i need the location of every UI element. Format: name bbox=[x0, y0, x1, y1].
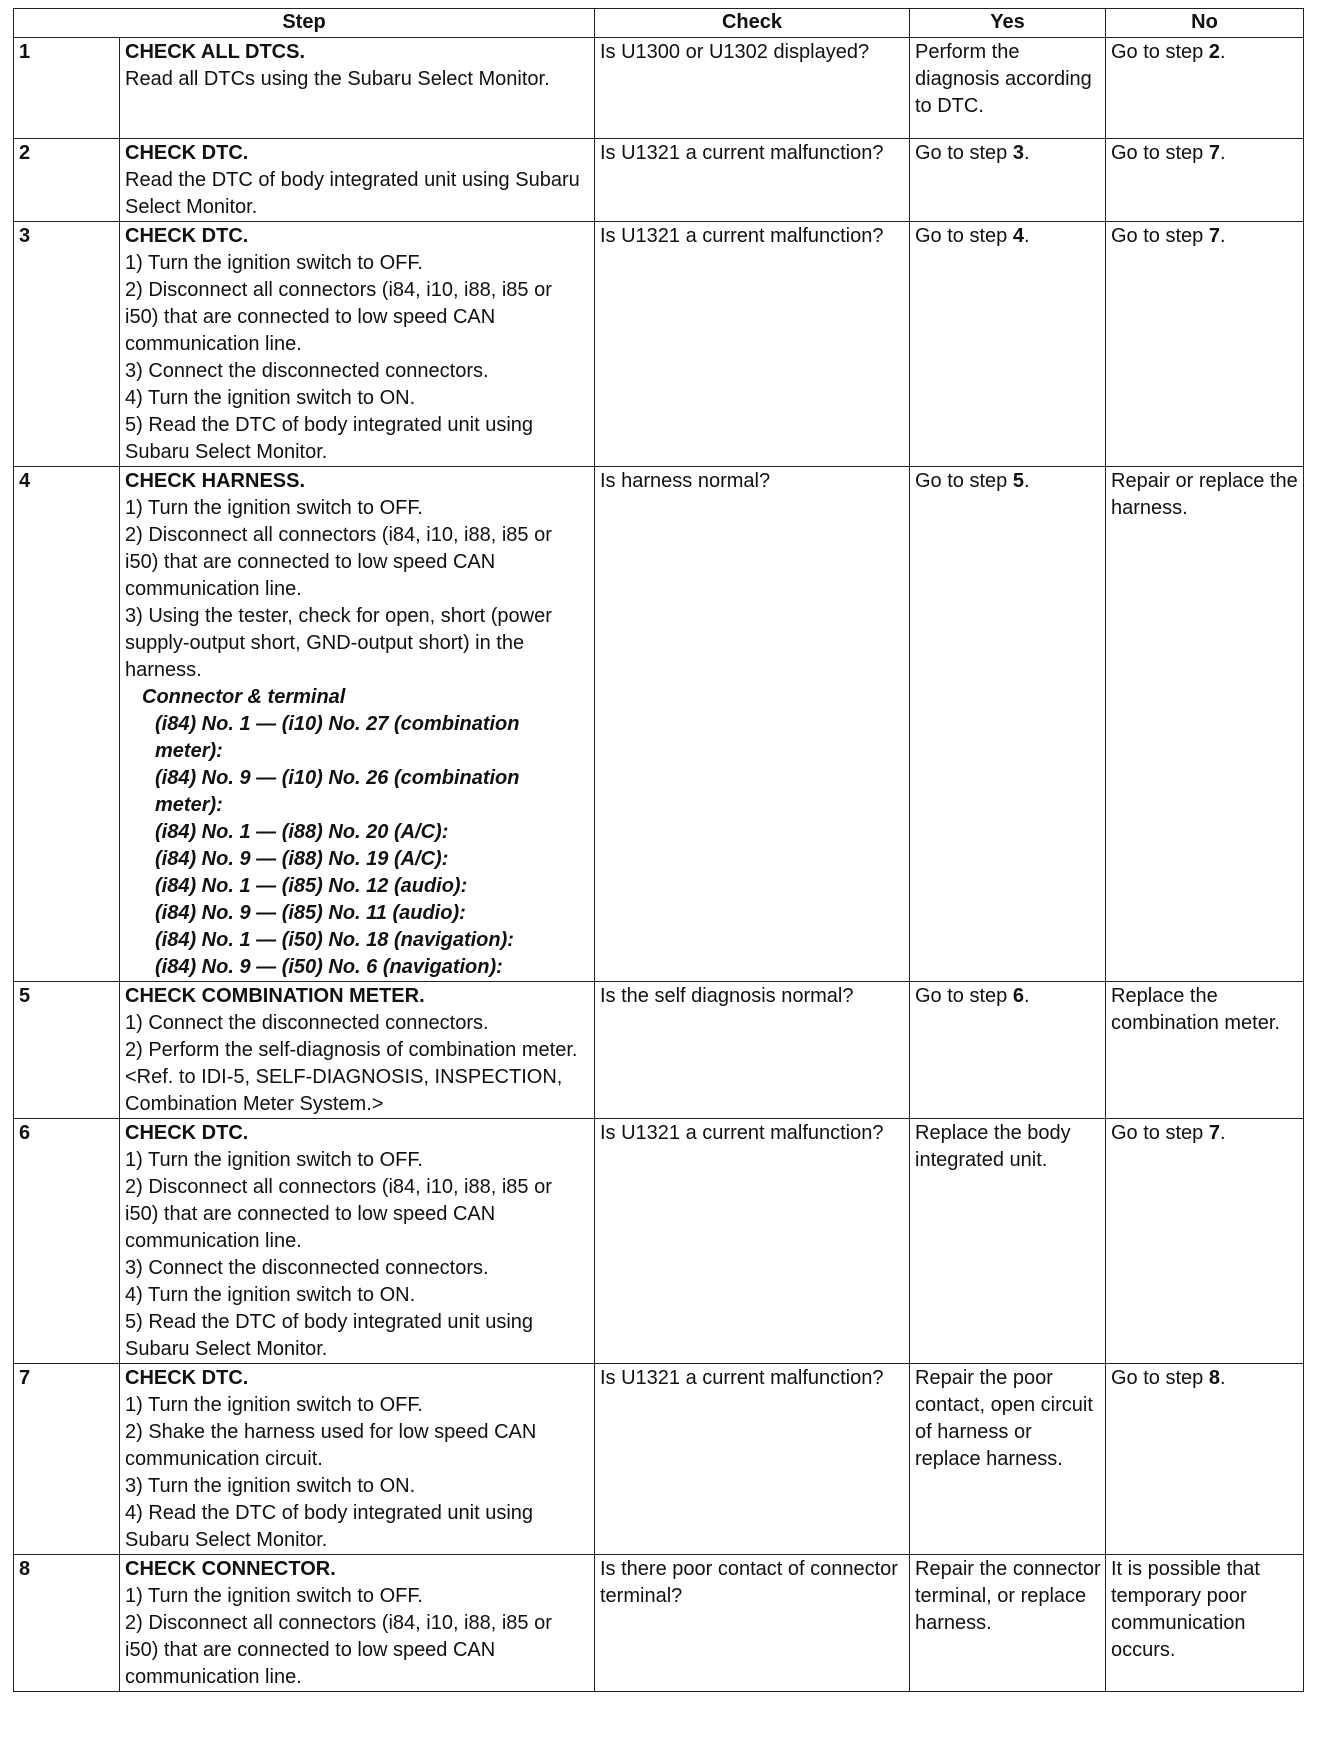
step-reference: 8 bbox=[1208, 1367, 1220, 1389]
step-instruction: 3) Turn the ignition switch to ON. bbox=[125, 1475, 416, 1497]
table-row bbox=[14, 467, 1304, 982]
header-yes: Yes bbox=[910, 9, 1106, 38]
yes-action-text: Go to step bbox=[915, 470, 1013, 492]
step-instruction: 3) Connect the disconnected connectors. bbox=[125, 1257, 489, 1279]
step-instruction: 1) Connect the disconnected connectors. bbox=[125, 1012, 489, 1034]
yes-action bbox=[910, 38, 1106, 139]
step-instruction: 3) Connect the disconnected connectors. bbox=[125, 360, 489, 382]
yes-action-suffix: . bbox=[1023, 142, 1030, 164]
step-instruction: Read all DTCs using the Subaru Select Monitor. bbox=[125, 68, 550, 90]
no-action-suffix: . bbox=[1219, 225, 1226, 247]
step-instruction: 5) Read the DTC of body integrated unit using Subaru Select Monitor. bbox=[125, 1311, 534, 1360]
connector-terminal-pair: (i84) No. 9 — (i88) No. 19 (A/C): bbox=[155, 848, 449, 870]
step-instruction: 5) Read the DTC of body integrated unit using Subaru Select Monitor. bbox=[125, 414, 534, 463]
no-action-text: Replace the combination meter. bbox=[1111, 985, 1280, 1034]
connector-terminal-pair: (i84) No. 1 — (i10) No. 27 (combination meter): bbox=[155, 713, 520, 762]
no-action-text: Go to step bbox=[1111, 142, 1209, 164]
no-action bbox=[1106, 1119, 1304, 1364]
step-instruction: 3) Using the tester, check for open, short (power supply-output short, GND-output short) in the harness. bbox=[125, 605, 552, 681]
step-instruction: 2) Disconnect all connectors (i84, i10, i88, i85 or i50) that are connected to low speed CAN communication line. bbox=[125, 524, 552, 600]
step-title: CHECK DTC. bbox=[125, 225, 249, 247]
step-number: 3 bbox=[14, 222, 120, 467]
step-instruction: Read the DTC of body integrated unit using Subaru Select Monitor. bbox=[125, 169, 580, 218]
table-body bbox=[14, 38, 1304, 1692]
check-question: Is there poor contact of connector terminal? bbox=[595, 1555, 910, 1692]
no-action bbox=[1106, 467, 1304, 982]
table-row bbox=[14, 222, 1304, 467]
check-question: Is the self diagnosis normal? bbox=[595, 982, 910, 1119]
step-description bbox=[120, 1364, 595, 1555]
step-instruction: 4) Turn the ignition switch to ON. bbox=[125, 1284, 416, 1306]
step-instruction: 1) Turn the ignition switch to OFF. bbox=[125, 1394, 423, 1416]
step-title: CHECK ALL DTCS. bbox=[125, 41, 305, 63]
yes-action bbox=[910, 222, 1106, 467]
step-number: 6 bbox=[14, 1119, 120, 1364]
yes-action bbox=[910, 139, 1106, 222]
connector-terminal-heading: Connector & terminal bbox=[142, 686, 346, 708]
step-description bbox=[120, 982, 595, 1119]
step-instruction: 4) Read the DTC of body integrated unit using Subaru Select Monitor. bbox=[125, 1502, 534, 1551]
table-row bbox=[14, 1555, 1304, 1692]
yes-action-text: Perform the diagnosis according to DTC. bbox=[915, 41, 1092, 117]
connector-terminal-pair: (i84) No. 1 — (i88) No. 20 (A/C): bbox=[155, 821, 449, 843]
step-description bbox=[120, 222, 595, 467]
diagnosis-table bbox=[13, 8, 1304, 1692]
step-title: CHECK HARNESS. bbox=[125, 470, 306, 492]
connector-terminal-pair: (i84) No. 9 — (i10) No. 26 (combination meter): bbox=[155, 767, 520, 816]
step-description bbox=[120, 1555, 595, 1692]
check-question: Is U1321 a current malfunction? bbox=[595, 1364, 910, 1555]
no-action-suffix: . bbox=[1219, 1367, 1226, 1389]
step-number: 8 bbox=[14, 1555, 120, 1692]
step-title: CHECK COMBINATION METER. bbox=[125, 985, 425, 1007]
table-row bbox=[14, 1364, 1304, 1555]
check-question: Is U1321 a current malfunction? bbox=[595, 139, 910, 222]
table-row bbox=[14, 139, 1304, 222]
yes-action bbox=[910, 982, 1106, 1119]
yes-action-text: Replace the body integrated unit. bbox=[915, 1122, 1071, 1171]
step-description bbox=[120, 467, 595, 982]
check-question: Is U1321 a current malfunction? bbox=[595, 1119, 910, 1364]
step-reference: 6 bbox=[1012, 985, 1024, 1007]
yes-action-text: Go to step bbox=[915, 985, 1013, 1007]
step-title: CHECK DTC. bbox=[125, 1367, 249, 1389]
no-action bbox=[1106, 139, 1304, 222]
step-instruction: 2) Disconnect all connectors (i84, i10, i88, i85 or i50) that are connected to low speed CAN communication line. bbox=[125, 1612, 552, 1688]
step-description bbox=[120, 38, 595, 139]
yes-action-suffix: . bbox=[1023, 225, 1030, 247]
table-row bbox=[14, 982, 1304, 1119]
table-row bbox=[14, 1119, 1304, 1364]
check-question: Is harness normal? bbox=[595, 467, 910, 982]
yes-action-text: Repair the poor contact, open circuit of harness or replace harness. bbox=[915, 1367, 1093, 1470]
step-number: 1 bbox=[14, 38, 120, 139]
yes-action bbox=[910, 467, 1106, 982]
no-action bbox=[1106, 38, 1304, 139]
no-action-text: Go to step bbox=[1111, 41, 1209, 63]
yes-action bbox=[910, 1119, 1106, 1364]
step-description bbox=[120, 1119, 595, 1364]
step-number: 5 bbox=[14, 982, 120, 1119]
step-instruction: 1) Turn the ignition switch to OFF. bbox=[125, 497, 423, 519]
step-title: CHECK DTC. bbox=[125, 1122, 249, 1144]
step-number: 4 bbox=[14, 467, 120, 982]
step-reference: 5 bbox=[1012, 470, 1024, 492]
step-instruction: 1) Turn the ignition switch to OFF. bbox=[125, 252, 423, 274]
connector-terminal-pair: (i84) No. 1 — (i50) No. 18 (navigation): bbox=[155, 929, 514, 951]
step-reference: 4 bbox=[1012, 225, 1024, 247]
step-instruction: 1) Turn the ignition switch to OFF. bbox=[125, 1585, 423, 1607]
check-question: Is U1300 or U1302 displayed? bbox=[595, 38, 910, 139]
step-reference: 7 bbox=[1208, 1122, 1220, 1144]
no-action-suffix: . bbox=[1219, 142, 1226, 164]
no-action-text: Repair or replace the harness. bbox=[1111, 470, 1298, 519]
yes-action-text: Go to step bbox=[915, 225, 1013, 247]
no-action-text: Go to step bbox=[1111, 1367, 1209, 1389]
step-reference: 7 bbox=[1208, 142, 1220, 164]
header-step: Step bbox=[14, 9, 595, 38]
yes-action-text: Go to step bbox=[915, 142, 1013, 164]
connector-terminal-pair: (i84) No. 1 — (i85) No. 12 (audio): bbox=[155, 875, 468, 897]
no-action bbox=[1106, 222, 1304, 467]
connector-terminal-pair: (i84) No. 9 — (i50) No. 6 (navigation): bbox=[155, 956, 503, 978]
header-check: Check bbox=[595, 9, 910, 38]
header-row bbox=[14, 9, 1304, 38]
step-title: CHECK DTC. bbox=[125, 142, 249, 164]
no-action-suffix: . bbox=[1219, 41, 1226, 63]
step-reference: 3 bbox=[1012, 142, 1024, 164]
step-reference: 7 bbox=[1208, 225, 1220, 247]
no-action-text: Go to step bbox=[1111, 1122, 1209, 1144]
no-action-text: Go to step bbox=[1111, 225, 1209, 247]
connector-terminal-pair: (i84) No. 9 — (i85) No. 11 (audio): bbox=[155, 902, 466, 924]
step-reference: 2 bbox=[1208, 41, 1220, 63]
yes-action-suffix: . bbox=[1023, 985, 1030, 1007]
yes-action bbox=[910, 1364, 1106, 1555]
step-number: 2 bbox=[14, 139, 120, 222]
no-action-text: It is possible that temporary poor communication occurs. bbox=[1111, 1558, 1260, 1661]
step-instruction: 2) Disconnect all connectors (i84, i10, i88, i85 or i50) that are connected to low speed CAN communication line. bbox=[125, 1176, 552, 1252]
no-action bbox=[1106, 982, 1304, 1119]
header-no: No bbox=[1106, 9, 1304, 38]
step-instruction: 2) Perform the self-diagnosis of combination meter. <Ref. to IDI-5, SELF-DIAGNOSIS, INSPECTION, Combination Meter System.> bbox=[125, 1039, 578, 1115]
no-action-suffix: . bbox=[1219, 1122, 1226, 1144]
step-instruction: 4) Turn the ignition switch to ON. bbox=[125, 387, 416, 409]
yes-action-text: Repair the connector terminal, or replace harness. bbox=[915, 1558, 1101, 1634]
check-question: Is U1321 a current malfunction? bbox=[595, 222, 910, 467]
step-instruction: 2) Disconnect all connectors (i84, i10, i88, i85 or i50) that are connected to low speed CAN communication line. bbox=[125, 279, 552, 355]
step-number: 7 bbox=[14, 1364, 120, 1555]
step-description bbox=[120, 139, 595, 222]
step-instruction: 1) Turn the ignition switch to OFF. bbox=[125, 1149, 423, 1171]
no-action bbox=[1106, 1364, 1304, 1555]
step-title: CHECK CONNECTOR. bbox=[125, 1558, 336, 1580]
table-row bbox=[14, 38, 1304, 139]
yes-action-suffix: . bbox=[1023, 470, 1030, 492]
yes-action bbox=[910, 1555, 1106, 1692]
no-action bbox=[1106, 1555, 1304, 1692]
step-instruction: 2) Shake the harness used for low speed CAN communication circuit. bbox=[125, 1421, 537, 1470]
